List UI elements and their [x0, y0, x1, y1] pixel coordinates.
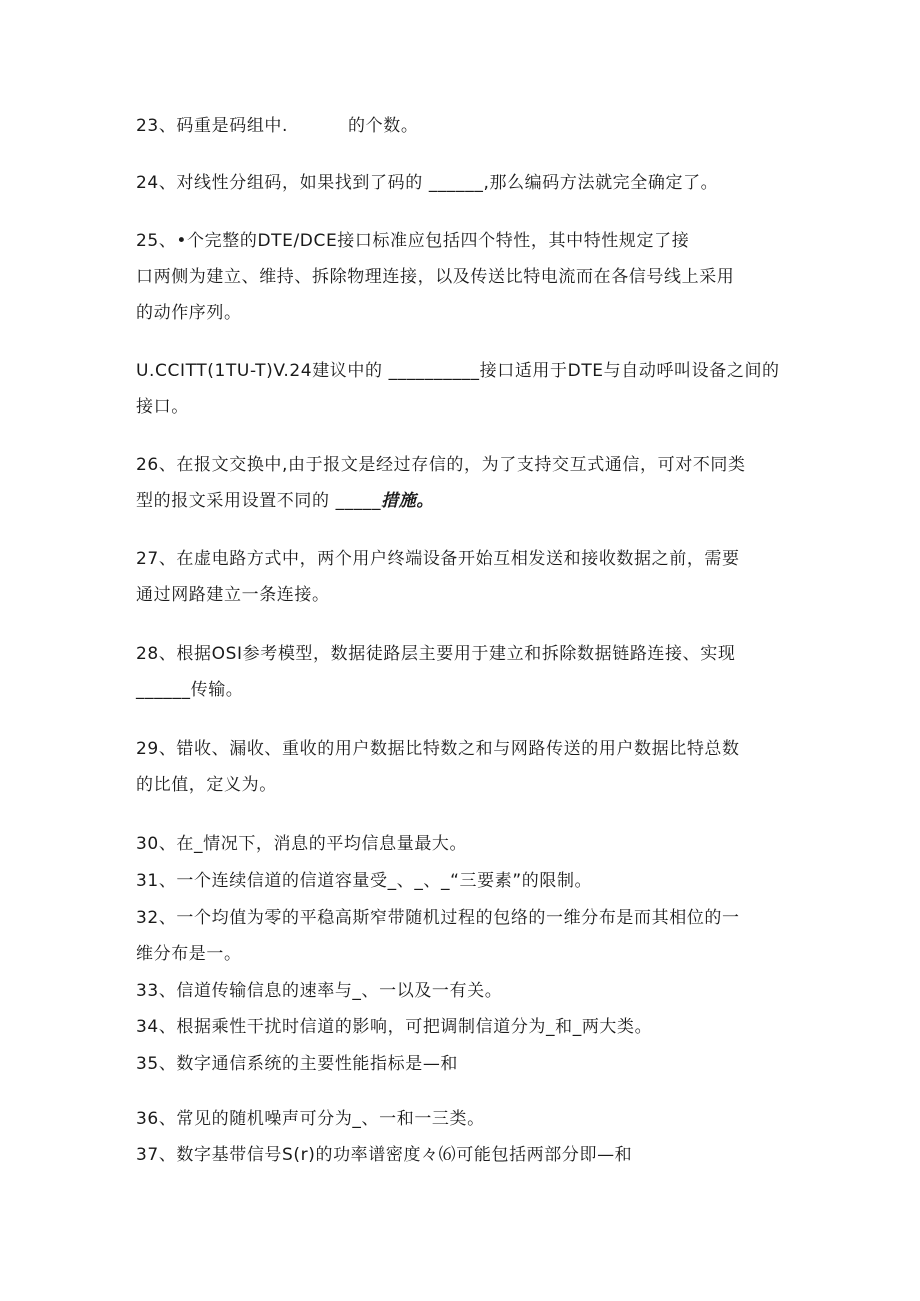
question-text: 传输。 — [190, 680, 244, 700]
question-32-line-1: 32、一个均值为零的平稳高斯窄带随机过程的包络的一维分布是而其相位的一 — [136, 908, 740, 928]
answer-blank: ______ — [428, 173, 484, 193]
question-text: 接口适用于DTE与自动呼叫设备之间的 — [479, 361, 780, 381]
question-31: 31、一个连续信道的信道容量受_、_、_“三要素”的限制。 — [136, 871, 593, 891]
answer-blank: ______ — [136, 680, 191, 700]
question-23 — [136, 115, 418, 137]
question-text: ,那么编码方法就完全确定了。 — [483, 173, 719, 193]
question-text: 24、对线性分组码，如果找到了码的 — [136, 173, 423, 193]
question-29-line-1: 29、错收、漏收、重收的用户数据比特数之和与网路传送的用户数据比特总数 — [136, 739, 740, 759]
question-26-line-2 — [136, 490, 434, 512]
question-32-line-2: 维分布是一。 — [136, 944, 242, 964]
question-25-line-2: 口两侧为建立、维持、拆除物理连接，以及传送比特电流而在各信号线上采用 — [136, 267, 735, 287]
question-text: 措施。 — [381, 491, 434, 511]
question-u-line-2: 接口。 — [136, 397, 189, 417]
question-28-line-1: 28、根据OSI参考模型，数据徒路层主要用于建立和拆除数据链路连接、实现 — [136, 644, 736, 664]
answer-blank: __________ — [388, 361, 480, 381]
question-34: 34、根据乘性干扰时信道的影响，可把调制信道分为_和_两大类。 — [136, 1017, 653, 1037]
question-27-line-2: 通过网路建立一条连接。 — [136, 585, 330, 605]
question-u-line-1 — [136, 360, 780, 382]
question-33: 33、信道传输信息的速率与_、一以及一有关。 — [136, 981, 503, 1001]
question-25-line-1: 25、•个完整的DTE/DCE接口标准应包括四个特性，其中特性规定了接 — [136, 231, 690, 251]
question-27-line-1: 27、在虚电路方式中，两个用户终端设备开始互相发送和接收数据之前，需要 — [136, 549, 740, 569]
question-26-line-1: 26、在报文交换中,由于报文是经过存信的，为了支持交互式通信，可对不同类 — [136, 455, 746, 475]
question-25-line-3: 的动作序列。 — [136, 303, 242, 323]
question-35: 35、数字通信系统的主要性能指标是—和 — [136, 1054, 459, 1074]
question-text: 型的报文采用设置不同的 — [136, 491, 330, 511]
question-29-line-2: 的比值，定义为。 — [136, 775, 277, 795]
question-text: 23、码重是码组中. — [136, 116, 289, 136]
question-36: 36、常见的随机噪声可分为_、一和一三类。 — [136, 1109, 485, 1129]
question-30: 30、在_情况下，消息的平均信息量最大。 — [136, 834, 468, 854]
question-text: 的个数。 — [348, 116, 419, 136]
answer-blank: _____ — [335, 491, 382, 511]
question-text: U.CCITT(1TU-T)V.24建议中的 — [136, 361, 383, 381]
question-37: 37、数字基带信号S(r)的功率谱密度々⑹可能包括两部分即—和 — [136, 1145, 633, 1165]
question-24 — [136, 172, 718, 194]
question-28-line-2 — [136, 679, 243, 701]
